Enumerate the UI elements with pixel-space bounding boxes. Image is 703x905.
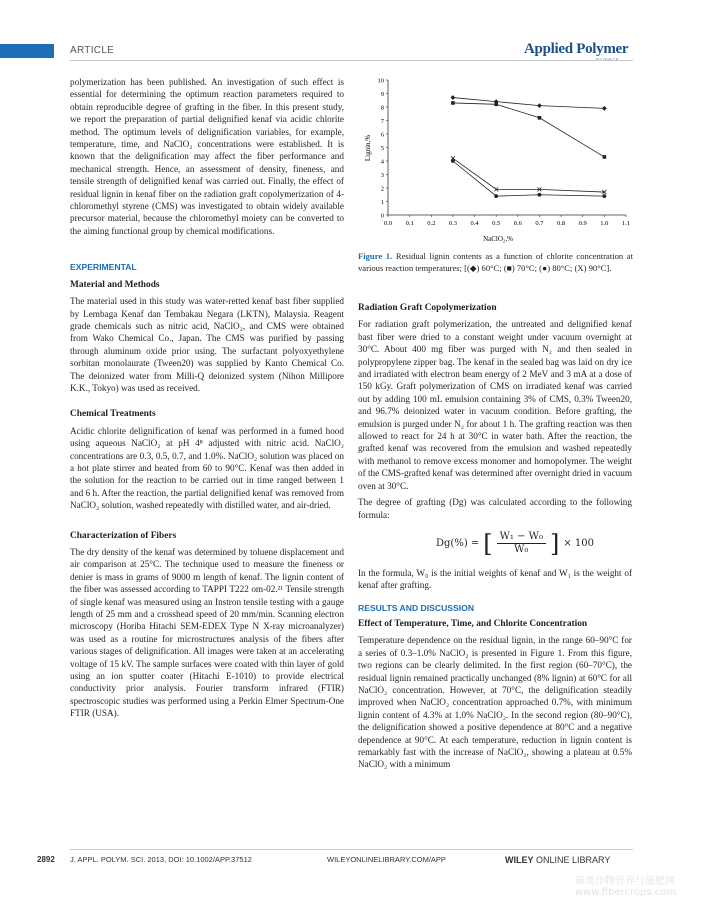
figure-1 (358, 70, 633, 245)
experimental-heading: EXPERIMENTAL (70, 262, 137, 273)
results-heading: RESULTS AND DISCUSSION (358, 602, 475, 613)
x-axis-label: NaClO₂,% (483, 235, 513, 243)
formula-rhs: × 100 (563, 537, 594, 549)
y-tick-label: 7 (380, 117, 384, 125)
journal-logo: Applied Polymer (524, 41, 629, 57)
formula-denominator: W₀ (514, 544, 529, 556)
y-tick-label: 9 (380, 90, 384, 98)
y-axis-label: Lignin,% (364, 134, 372, 162)
page-number: 2892 (37, 855, 55, 864)
header-rule (70, 60, 633, 61)
data-point-circle (538, 193, 542, 197)
radiation-paragraph: For radiation graft polymerization, the untreated and delignified kenaf bast fiber were dried to a constant weight under vacuum overnight at 30°C. About 400 mg fiber was purged with N₂ and then sealed in polypropylene zipper bag. The kenaf in the sealed bag was laid on dry ice and irradiated with electron beam energy of 2 MeV and 3 mA at a dose of 150 kGy. Graft polymerization of CMS on irradiated kenaf was carried out by adding 100 mL emulsion containing 3% of CMS, 0.3% Tween20, and 96.7% deionized water in vacuum condition. Before grafting, the emulsion is purged under N₂ for about 1 h. The grafting reaction was then allowed to react for 24 h at 30°C in water bath. After the reaction, the grafted kenaf was recovered from the emulsion and washed repeatedly with methanol to remove excess monomer and homopolymer. The weight of the CMS-grafted kenaf was determined after overnight dried in vacuum oven at 30°C. (358, 319, 632, 491)
footer-citation: J. APPL. POLYM. SCI. 2013, DOI: 10.1002/APP.37512 (70, 855, 252, 864)
data-point-circle (494, 194, 498, 198)
chemical-treatments-heading: Chemical Treatments (70, 409, 156, 420)
footer-rule (70, 849, 633, 850)
y-tick-label: 1 (380, 198, 384, 206)
grafting-formula (436, 531, 632, 557)
figure-caption (358, 251, 633, 274)
left-column (70, 76, 344, 720)
series-line-x (453, 158, 604, 192)
x-tick-label: 0.4 (470, 220, 479, 227)
x-tick-label: 0.8 (557, 220, 566, 227)
y-tick-label: 6 (380, 131, 384, 139)
site-watermark: 麻类作物营养与施肥网 www.fibercrops.com (575, 876, 677, 898)
wiley-library-text: ONLINE LIBRARY (536, 855, 611, 865)
x-tick-label: 0.6 (513, 220, 522, 227)
data-point-square (603, 155, 607, 159)
dg-intro: The degree of grafting (Dg) was calculated according to the following formula: (358, 497, 632, 520)
materials-paragraph: The material used in this study was water-retted kenaf bast fiber supplied by Lembaga Kenaf dan Tembakau Negara (LKTN), Malaysia. Reagent grade chemicals such as nitric acid, NaClO₂, and CMS were obtained from Wako Chemical Co., Japan. The CMS was purified by passing through aluminum oxide prior using. The surfactant polyoxyethylene sorbitan monolaurate (Tween20) was supplied by Kanto Chemical Co. The deionized water from Milli-Q deionized system (Nihon Millipore K.K., Tokyo) was used as received. (70, 296, 344, 393)
effect-heading: Effect of Temperature, Time, and Chlorite Concentration (358, 618, 588, 629)
x-tick-label: 0.1 (405, 220, 414, 227)
chemical-treatments-paragraph: Acidic chlorite delignification of kenaf was performed in a fumed hood using aqueous NaClO₂ at pH 4⁸ adjusted with nitric acid. NaClO₂ concentrations are 0.3, 0.5, 0.7, and 1.0%. NaClO₂ solution was placed on a hot plate stirrer and heated from 60 to 90°C. Kenaf was then added in the solution for the reaction to be carried out in time ranged between 1 and 6 h. After the reaction, the partial delignified kenaf was removed from NaClO₂ solution, washed repeatedly with distilled water, and air-dried. (70, 425, 344, 511)
figure-caption-label: Figure 1. (358, 251, 393, 261)
data-point-diamond (602, 106, 607, 111)
data-point-diamond (537, 103, 542, 108)
materials-heading: Material and Methods (70, 279, 160, 290)
y-tick-label: 2 (380, 185, 384, 193)
effect-paragraph: Temperature dependence on the residual lignin, in the range 60–90°C for a series of 0.3–1.0% NaClO₂ is presented in Figure 1. From this figure, two regions can be clearly delimited. In the first region (60–70°C), the residual lignin remained practically unchanged (8% lignin) at 60°C for all NaClO₂ concentration. However, at 70°C, the delignification steadily improved when NaClO₂ concentration approached 0.7%, with minimum lignin content of 4.3% at 1.0% NaClO₂. In the second region (80–90°C), the delignification showed a positive dependence at 80°C and a negative dependence at 90°C. At each temperature, reduction in lignin content is remarkably fast with the increase of NaClO₂, showing a plateau at 0.5% NaClO₂ with a minimum (358, 635, 632, 770)
x-tick-label: 0.9 (578, 220, 587, 227)
y-tick-label: 4 (380, 158, 384, 166)
x-tick-label: 0.7 (535, 220, 544, 227)
formula-fraction (497, 531, 546, 557)
data-point-square (451, 101, 455, 105)
formula-bracket-left: [ (483, 529, 493, 558)
y-tick-label: 8 (380, 104, 384, 112)
formula-note: In the formula, W₀ is the initial weights of kenaf and W₁ is the weight of kenaf after grafting. (358, 567, 632, 591)
x-tick-label: 0.2 (427, 220, 436, 227)
right-column (358, 302, 632, 771)
wiley-logo (505, 855, 610, 865)
y-tick-label: 3 (380, 171, 384, 179)
fibers-paragraph: The dry density of the kenaf was determined by toluene displacement and air comparison at 25°C. The technique used to measure the fineness or denier is mass in grams of 9000 m length of kenaf. The lignin content of the fiber was assessed according to TAPPI T222 om-02.²¹ Tensile strength of single kenaf was measured using an Instron tensile testing with a gauge length of 25 mm and a crosshead speed of 20 mm/min. Scanning electron microscopy (Horiba Hitachi SEM-EDEX Type N X-ray microanalyzer) was used as a routine for microstructures analysis of the fibers after various stages of delignification. All images were taken at an accelerating voltage of 15 kV. The sample surfaces were coated with thin layer of gold using an ion sputter coater (Hitachi E-1010) to provide electrical conductivity prior analysis. Fourier transform infrared (FTIR) spectroscopic studies was performed using a Perkin Elmer Spectrum-One FTIR (USA). (70, 547, 344, 719)
formula-lhs: Dg(%) = (436, 537, 480, 549)
figure-caption-text: Residual lignin contents as a function of chlorite concentration at various reaction temperatures; [(◆) 60°C; (■) 70°C; (●) 80°C; (X) 90°C]. (358, 251, 633, 273)
intro-paragraph: polymerization has been published. An investigation of such effect is essential for determining the optimum reaction parameters required to obtain reproducible degree of grafting in the fiber. In this present study, we report the preparation of partial delignified kenaf via acidic chlorite method. The optimum levels of delignification variables, for example, temperature, time, and NaClO₂ concentrations were established. It is known that the delignification may affect the fiber performance and mechanical strength. Hence, an assessment of density, fineness, and tensile strength of delignified kenaf was carried out. Finally, the effect of residual lignin in kenaf fiber on the radiation graft copolymerization of 4-chloromethyl styrene (CMS) was investigated to obtain widely available precursor material, because the chloromethyl moiety can be converted to the aiming functional group by chemical modifications. (70, 77, 344, 236)
x-tick-label: 0.3 (448, 220, 457, 227)
y-tick-label: 5 (380, 144, 384, 152)
y-tick-label: 10 (377, 77, 384, 85)
wiley-wordmark: WILEY (505, 855, 534, 865)
x-tick-label: 1.1 (621, 220, 631, 227)
series-line-diamond (453, 98, 604, 109)
x-tick-label: 0.0 (383, 220, 393, 227)
data-point-circle (602, 194, 606, 198)
x-tick-label: 0.5 (492, 220, 501, 227)
footer-url[interactable]: WILEYONLINELIBRARY.COM/APP (327, 855, 446, 864)
section-label: ARTICLE (70, 45, 115, 56)
series-line-square (453, 103, 604, 157)
data-point-square (538, 116, 542, 120)
lignin-chart (358, 70, 633, 245)
formula-numerator: W₁ − W₀ (497, 531, 546, 544)
radiation-heading: Radiation Graft Copolymerization (358, 303, 497, 313)
data-point-diamond (451, 95, 456, 100)
fibers-heading: Characterization of Fibers (70, 530, 177, 541)
y-tick-label: 0 (380, 212, 384, 220)
formula-bracket-right: ] (549, 529, 560, 558)
x-tick-label: 1.0 (600, 220, 609, 227)
header-accent-bar (0, 44, 54, 58)
data-point-square (494, 103, 498, 107)
